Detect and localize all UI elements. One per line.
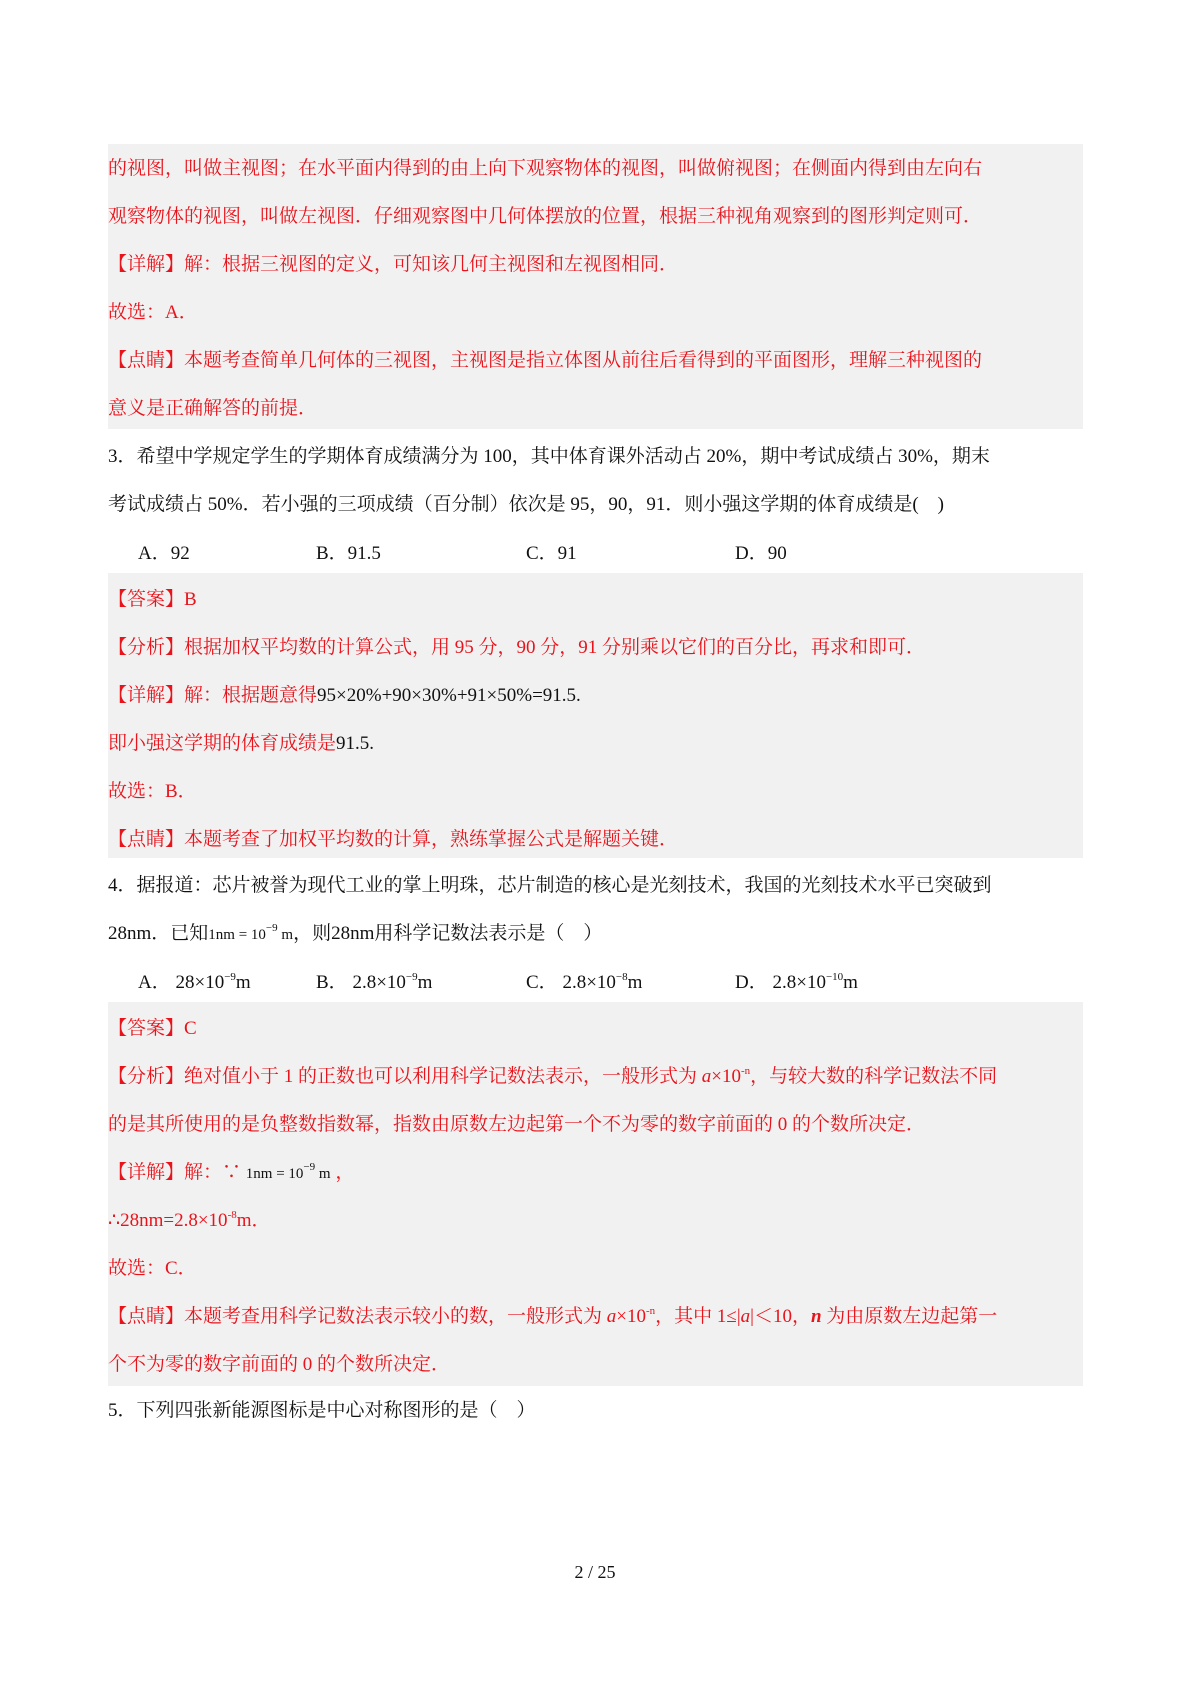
analysis-text: ×10 <box>711 1066 741 1087</box>
formula-exponent: −9 <box>303 1161 316 1173</box>
prev-solution-line-2: 观察物体的视图，叫做左视图．仔细观察图中几何体摆放的位置，根据三种视角观察到的图形判定则可． <box>108 206 983 227</box>
prev-comment-line-1 <box>108 348 982 374</box>
comment-text: 本题考查用科学记数法表示较小的数，一般形式为 <box>184 1306 607 1327</box>
option-exponent: −9 <box>405 971 418 983</box>
q4-choice: 故选：C． <box>108 1258 197 1279</box>
option-mantissa: 2.8×10 <box>772 972 826 993</box>
q4-detail <box>108 1160 354 1187</box>
formula-base: 1nm = 10 <box>208 927 266 943</box>
q4-answer <box>108 1016 197 1042</box>
option-label: B． <box>316 972 348 993</box>
analysis-text: 根据加权平均数的计算公式，用 95 分，90 分，91 分别乘以它们的百分比，再求和即可． <box>184 637 926 658</box>
comment-text: ，其中 1≤| <box>655 1306 741 1327</box>
option-exponent: −9 <box>224 971 236 983</box>
analysis-text: ，与较大数的科学记数法不同 <box>750 1066 998 1087</box>
therefore-text: ∴28nm=2.8×10 <box>108 1210 228 1231</box>
q3-stem-line-2: 考试成绩占 50%．若小强的三项成绩（百分制）依次是 95，90，91．则小强这学期的体育成绩是( ) <box>108 494 944 515</box>
q4-analysis-line-2: 的是其所使用的是负整数指数幂，指数由原数左边起第一个不为零的数字前面的 0 的个数所决定． <box>108 1114 926 1135</box>
q5-stem: 5．下列四张新能源图标是中心对称图形的是（ ） <box>108 1400 536 1421</box>
comment-text: 本题考查了加权平均数的计算，熟练掌握公式是解题关键． <box>184 829 679 850</box>
detail-prefix: 解：∵ <box>184 1162 246 1183</box>
option-unit: m <box>235 972 251 993</box>
exponent: -n <box>646 1305 656 1317</box>
q4-stem-line-1: 4．据报道：芯片被誉为现代工业的掌上明珠，芯片制造的核心是光刻技术，我国的光刻技术水平已突破到 <box>108 875 992 896</box>
result-value: 91.5. <box>336 733 375 754</box>
option-exponent: −8 <box>615 971 628 983</box>
option-mantissa: 2.8×10 <box>562 972 616 993</box>
variable-a: a <box>740 1306 751 1327</box>
q4-option-a <box>138 970 251 996</box>
solution-box-q3 <box>108 573 1083 858</box>
prev-solution-line-1: 的视图，叫做主视图；在水平面内得到的由上向下观察物体的视图，叫做俯视图；在侧面内得到由左向右 <box>108 158 983 179</box>
formula-base: 1nm = 10 <box>245 1166 304 1182</box>
formula-unit: m <box>315 1166 331 1182</box>
answer-value: B <box>184 589 197 610</box>
detail-suffix: ， <box>330 1162 355 1183</box>
variable-a: a <box>701 1066 712 1087</box>
q4-option-b <box>316 970 432 996</box>
q3-option-a: A．92 <box>138 543 190 564</box>
comment-text: 为由原数左边起第一 <box>821 1306 998 1327</box>
option-label: A． <box>138 972 171 993</box>
stem-text: ，则 <box>293 923 332 944</box>
option-label: C． <box>526 972 558 993</box>
comment-text: |＜10， <box>750 1306 811 1327</box>
q3-option-c: C．91 <box>526 543 577 564</box>
option-mantissa: 2.8×10 <box>352 972 406 993</box>
formula-exponent: −9 <box>265 922 278 934</box>
q4-analysis-line-1 <box>108 1064 997 1090</box>
detail-tag: 【详解】 <box>108 1162 185 1183</box>
q3-choice: 故选：B． <box>108 781 197 802</box>
analysis-tag: 【分析】 <box>108 1066 185 1087</box>
analysis-text: 绝对值小于 1 的正数也可以利用科学记数法表示，一般形式为 <box>184 1066 702 1087</box>
variable-a: a <box>606 1306 617 1327</box>
q3-detail <box>108 683 581 709</box>
comment-text: ×10 <box>616 1306 646 1327</box>
comment-tag: 【点睛】 <box>108 829 185 850</box>
answer-value: C <box>184 1018 197 1039</box>
prev-detail <box>108 252 678 278</box>
comment-tag: 【点睛】 <box>108 1306 185 1327</box>
q4-comment-line-1 <box>108 1304 997 1330</box>
q4-stem-line-2 <box>108 921 602 948</box>
detail-formula: 95×20%+90×30%+91×50%=91.5. <box>317 685 581 706</box>
detail-tag: 【详解】 <box>108 685 185 706</box>
q3-stem-line-1: 3．希望中学规定学生的学期体育成绩满分为 100，其中体育课外活动占 20%，期中考试成绩占 30%，期末 <box>108 446 990 467</box>
option-unit: m <box>627 972 643 993</box>
q3-option-d: D．90 <box>735 543 787 564</box>
stem-text: 28nm．已知 <box>108 923 209 944</box>
detail-formula <box>245 1161 331 1182</box>
option-label: D． <box>735 972 768 993</box>
stem-text: 用科学记数法表示是（ ） <box>374 923 603 944</box>
page-number: 2 / 25 <box>574 1562 616 1582</box>
comment-text: 本题考查简单几何体的三视图，主视图是指立体图从前往后看得到的平面图形，理解三种视图的 <box>184 350 983 371</box>
analysis-tag: 【分析】 <box>108 637 185 658</box>
exponent: -n <box>741 1065 751 1077</box>
q4-comment-line-2: 个不为零的数字前面的 0 的个数所决定． <box>108 1354 451 1375</box>
comment-tag: 【点睛】 <box>108 350 185 371</box>
q3-comment <box>108 827 678 853</box>
option-exponent: −10 <box>825 971 844 983</box>
solution-box-prev <box>108 144 1083 429</box>
option-unit: m <box>417 972 433 993</box>
answer-tag: 【答案】 <box>108 589 185 610</box>
q3-answer <box>108 587 197 613</box>
answer-tag: 【答案】 <box>108 1018 185 1039</box>
stem-value: 28nm <box>331 923 375 944</box>
q4-therefore <box>108 1208 271 1234</box>
q3-option-b: B．91.5 <box>316 543 381 564</box>
q3-analysis <box>108 635 925 661</box>
prev-comment-line-2: 意义是正确解答的前提． <box>108 398 318 419</box>
exponent: -8 <box>227 1209 237 1221</box>
q4-option-c <box>526 970 642 996</box>
prev-choice: 故选：A． <box>108 302 198 323</box>
detail-prefix: 解：根据题意得 <box>184 685 318 706</box>
stem-formula <box>208 922 294 943</box>
formula-unit: m <box>277 927 294 943</box>
detail-tag: 【详解】 <box>108 254 185 275</box>
option-unit: m <box>843 972 858 993</box>
therefore-unit: m． <box>236 1210 271 1231</box>
q3-result <box>108 731 374 757</box>
option-mantissa: 28×10 <box>175 972 225 993</box>
result-prefix: 即小强这学期的体育成绩是 <box>108 733 337 754</box>
detail-text: 解：根据三视图的定义，可知该几何主视图和左视图相同． <box>184 254 679 275</box>
q4-option-d <box>735 970 858 996</box>
variable-n: n <box>810 1306 822 1327</box>
